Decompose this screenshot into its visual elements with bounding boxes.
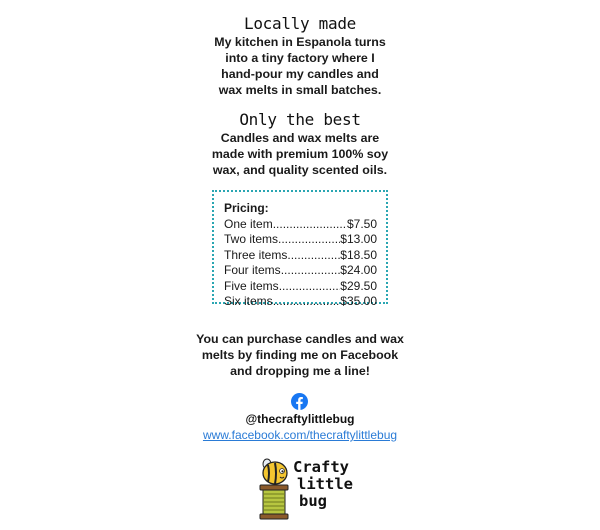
- leader-dots: [273, 294, 341, 310]
- facebook-icon[interactable]: [291, 393, 308, 410]
- price-row: [224, 263, 377, 279]
- leader-dots: [279, 279, 341, 295]
- text-line: You can purchase candles and wax: [196, 332, 404, 346]
- price-label: Six items: [224, 294, 273, 308]
- only-the-best-section: [0, 110, 600, 178]
- locally-made-heading: Locally made: [244, 14, 356, 33]
- price-label: Five items: [224, 278, 279, 293]
- price-value: $24.00: [340, 263, 377, 277]
- logo-line: bug: [299, 492, 327, 510]
- price-value: $13.00: [340, 232, 377, 246]
- leader-dots: [273, 217, 347, 233]
- text-line: hand-pour my candles and: [221, 67, 379, 81]
- only-the-best-text: [0, 130, 600, 178]
- pricing-box: [212, 190, 388, 308]
- text-line: melts by finding me on Facebook: [201, 348, 399, 362]
- facebook-handle: @thecraftylittlebug: [245, 412, 355, 426]
- text-line: and dropping me a line!: [230, 364, 370, 378]
- locally-made-text: [0, 34, 600, 98]
- facebook-link[interactable]: www.facebook.com/thecraftylittlebug: [202, 428, 398, 442]
- price-value: $35.00: [340, 294, 377, 308]
- text-line: wax melts in small batches.: [218, 83, 382, 97]
- price-row: [224, 248, 377, 264]
- price-value: $29.50: [340, 278, 377, 293]
- locally-made-section: [0, 14, 600, 98]
- leader-dots: [287, 248, 340, 264]
- text-line: Candles and wax melts are: [220, 131, 380, 145]
- logo-text: [293, 459, 353, 510]
- price-value: $18.50: [340, 247, 377, 262]
- text-line: into a tiny factory where I: [225, 51, 375, 65]
- only-the-best-heading: Only the best: [239, 110, 361, 129]
- price-label: Two items: [224, 232, 279, 246]
- logo-line: Crafty: [293, 458, 349, 476]
- pricing-title: Pricing:: [224, 201, 269, 215]
- logo-line: little: [297, 475, 353, 493]
- price-row: [224, 279, 377, 295]
- text-line: made with premium 100% soy: [211, 147, 389, 161]
- text-line: wax, and quality scented oils.: [212, 163, 388, 177]
- price-row: [224, 217, 377, 233]
- purchase-text: [0, 331, 600, 379]
- price-row: [224, 294, 377, 310]
- leader-dots: [278, 232, 340, 248]
- text-line: My kitchen in Espanola turns: [214, 35, 386, 49]
- price-label: Three items: [224, 247, 288, 262]
- price-label: One item: [224, 216, 273, 231]
- price-value: $7.50: [346, 216, 377, 231]
- price-label: Four items: [224, 263, 281, 277]
- leader-dots: [281, 263, 341, 279]
- price-row: [224, 232, 377, 248]
- purchase-section: [0, 331, 600, 379]
